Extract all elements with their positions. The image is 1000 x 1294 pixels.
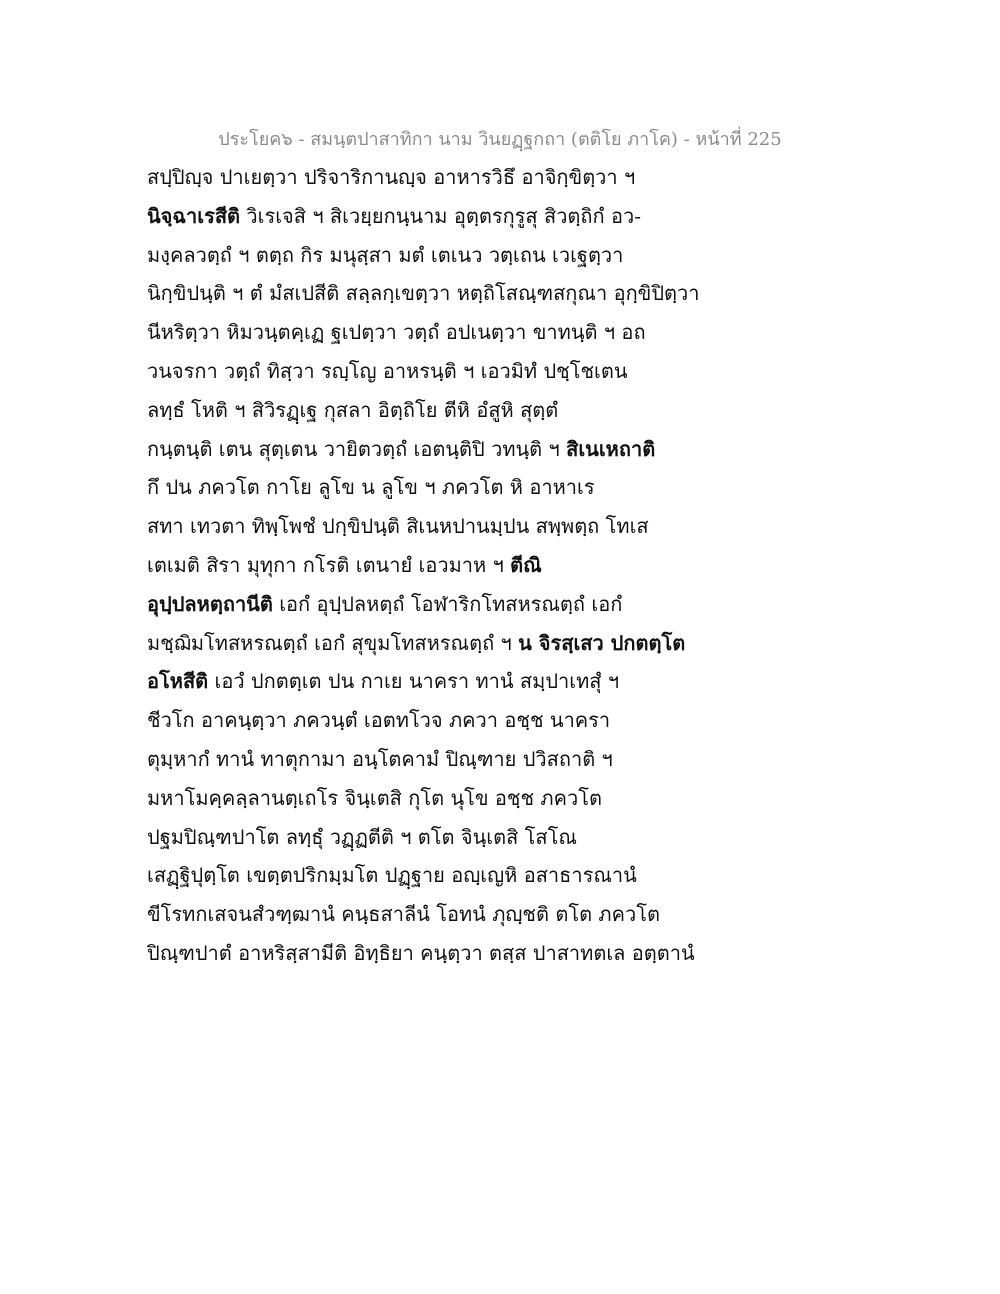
text-segment: ลทฺธํ โหติ ฯ สิวิรฏฺเฐ กุสลา อิตฺถิโย ตีหิ อํสูหิ สุตฺตํ (147, 397, 559, 422)
text-segment: กึ ปน ภควโต กาโย ลูโข น ลูโข ฯ ภควโต หิ อาหาเร (147, 475, 595, 500)
bold-term: น จิรสฺเสว ปกตตฺโต (518, 630, 686, 655)
text-segment: ขีโรทกเสจนสํวฑฺฒานํ คนฺธสาลีนํ โอทนํ ภุญฺชติ ตโต ภควโต (147, 902, 660, 927)
text-segment: เอกํ อุปฺปลหตฺถํ โอฬาริกโทสหรณตฺถํ เอกํ (272, 591, 623, 616)
text-segment: นิกฺขิปนฺติ ฯ ตํ มํสเปสีติ สลฺลกฺเขตฺวา หตฺถิโสณฺฑสกุณา อุกฺขิปิตฺวา (147, 281, 700, 306)
text-segment: มงฺคลวตฺถํ ฯ ตตฺถ กิร มนุสฺสา มตํ เตเนว วตฺเถน เวเฐตฺวา (147, 242, 624, 267)
text-segment: สทา เทวตา ทิพฺโพชํ ปกฺขิปนฺติ สิเนหปานมฺปน สพฺพตฺถ โทเส (147, 514, 649, 539)
text-segment: ตุมฺหากํ ทานํ ทาตุกามา อนฺโตคามํ ปิณฺฑาย ปวิสถาติ ฯ (147, 746, 613, 771)
text-line (147, 818, 867, 857)
text-line (147, 313, 867, 352)
text-line (147, 856, 867, 895)
text-line (147, 391, 867, 430)
text-segment: วิเรเจสิ ฯ สิเวยฺยกนฺนาม อุตฺตรกุรูสุ สิวตฺถิกํ อว- (240, 203, 641, 228)
text-line (147, 352, 867, 391)
text-segment: กนฺตนฺติ เตน สุตฺเตน วายิตวตฺถํ เอตนฺติปิ วทนฺติ ฯ (147, 436, 567, 461)
text-segment: มหาโมคฺคลฺลานตฺเถโร จินฺเตสิ กุโต นุโข อชฺช ภควโต (147, 785, 602, 810)
text-line (147, 236, 867, 275)
text-line (147, 158, 867, 197)
text-line (147, 701, 867, 740)
text-line (147, 468, 867, 507)
text-line (147, 585, 867, 624)
text-segment: เตเมติ สิรา มุทุกา กโรติ เตนายํ เอวมาห ฯ (147, 552, 511, 577)
text-segment: มชฺฌิมโทสหรณตฺถํ เอกํ สุขุมโทสหรณตฺถํ ฯ (147, 630, 519, 655)
text-line (147, 624, 867, 663)
bold-term: ตีณิ (510, 552, 542, 577)
text-segment: ชีวโก อาคนฺตฺวา ภควนฺตํ เอตทโวจ ภควา อชฺช นาครา (147, 708, 611, 733)
text-line (147, 779, 867, 818)
text-line (147, 895, 867, 934)
text-segment: สปฺปิญฺจ ปาเยตฺวา ปริจาริกานญฺจ อาหารวิธึ อาจิกฺขิตฺวา ฯ (147, 165, 636, 189)
text-line (147, 274, 867, 313)
text-segment: เอวํ ปกตตฺเต ปน กาเย นาครา ทานํ สมฺปาเทสุํ ฯ (208, 669, 620, 694)
bold-term: อโหสีติ (147, 669, 209, 694)
text-line (147, 507, 867, 546)
body-text (147, 158, 867, 973)
text-segment: ปฐมปิณฺฑปาโต ลทฺธุํ วฏฺฏตีติ ฯ ตโต จินฺเตสิ โสโณ (147, 824, 577, 849)
running-header: ประโยค๖ - สมนฺตปาสาทิกา นาม วินยฏฺฐกถา (ตติโย ภาโค) - หน้าที่ 225 (218, 129, 782, 150)
text-line (147, 430, 867, 469)
text-line (147, 934, 867, 973)
text-segment: วนจรกา วตฺถํ ทิสฺวา รญฺโญ อาหรนฺติ ฯ เอวมิทํ ปชฺโชเตน (147, 358, 628, 383)
text-line (147, 546, 867, 585)
bold-term: สิเนเหถาติ (566, 436, 656, 461)
text-line (147, 197, 867, 236)
text-segment: นีหริตฺวา หิมวนฺตคฺเฏ ฐเปตฺวา วตฺถํ อปเนตฺวา ขาทนฺติ ฯ อถ (147, 320, 646, 345)
text-segment: ปิณฺฑปาตํ อาหริสฺสามีติ อิทฺธิยา คนฺตฺวา ตสฺส ปาสาทตเล อตฺตานํ (147, 940, 695, 965)
text-line (147, 740, 867, 779)
bold-term: นิจฺฉาเรสีติ (147, 203, 241, 228)
text-segment: เสฏฺฐิปุตฺโต เขตฺตปริกมฺมโต ปฏฺฐาย อญฺเญหิ อสาธารณานํ (147, 863, 637, 888)
text-line (147, 662, 867, 701)
bold-term: อุปฺปลหตฺถานีติ (147, 591, 273, 616)
